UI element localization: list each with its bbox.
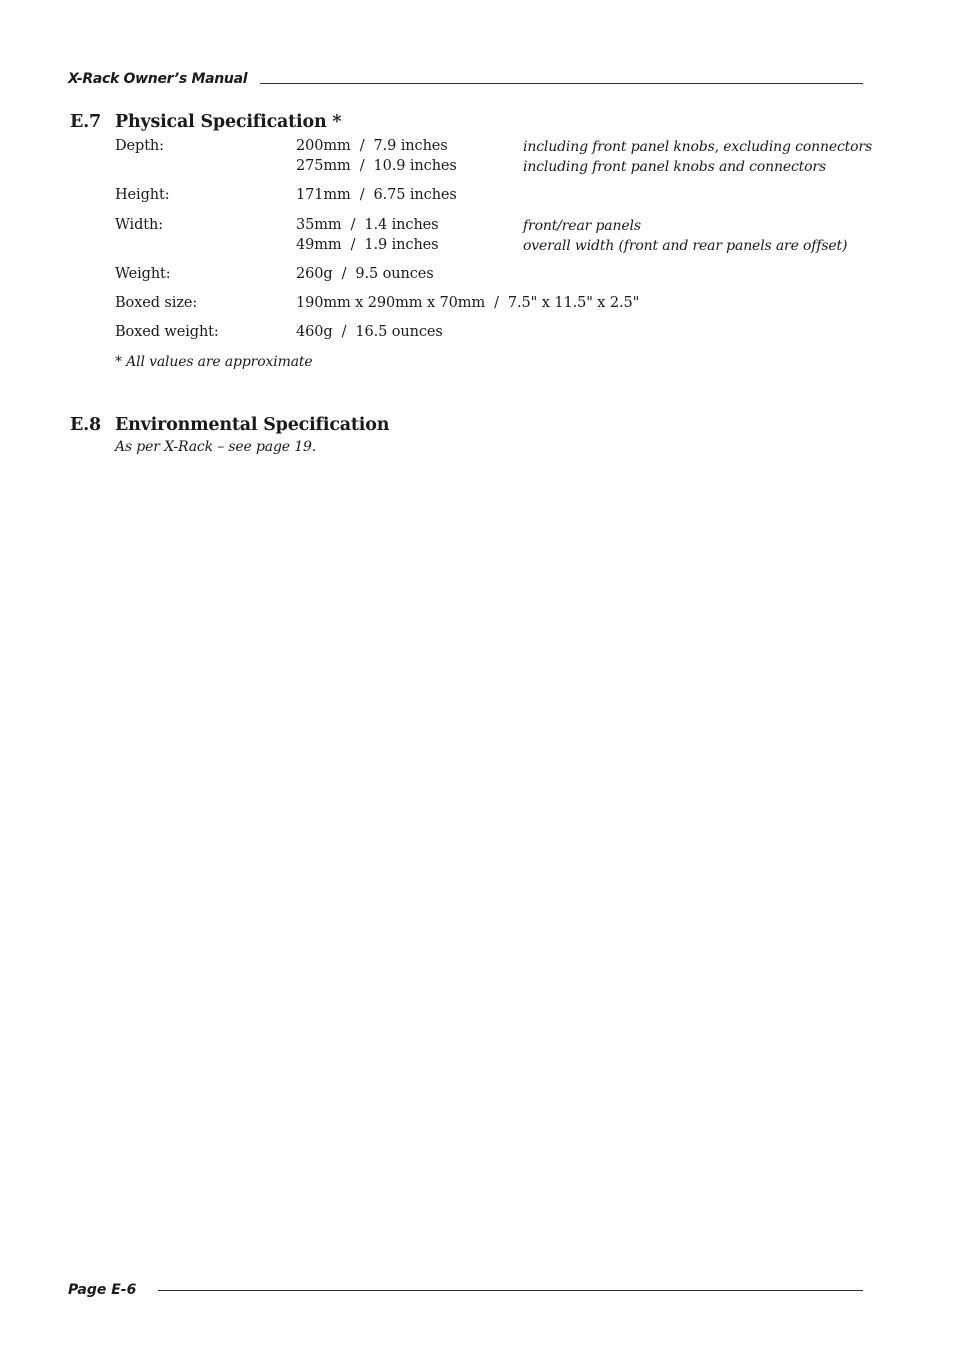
spec-value-boxed-weight: 460g / 16.5 ounces [296,324,443,340]
section-title-environmental-specification: Environmental Specification [115,415,390,435]
section-number-e8: E.8 [70,415,102,435]
spec-value-depth-2: 275mm / 10.9 inches [296,158,457,174]
footnote-approximate: * All values are approximate [115,354,313,370]
spec-label-depth: Depth: [115,138,164,154]
spec-label-boxed-size: Boxed size: [115,295,198,311]
spec-label-height: Height: [115,187,170,203]
spec-value-width-2: 49mm / 1.9 inches [296,237,439,253]
page-number: Page E-6 [68,1282,137,1298]
header-rule [260,83,863,84]
spec-value-weight: 260g / 9.5 ounces [296,266,434,282]
spec-note-depth-2: including front panel knobs and connectors [523,159,826,175]
environmental-spec-body: As per X-Rack – see page 19. [115,439,317,455]
running-header-title: X-Rack Owner’s Manual [68,71,248,87]
spec-note-width-1: front/rear panels [523,218,641,234]
spec-value-boxed-size: 190mm x 290mm x 70mm / 7.5" x 11.5" x 2.5" [296,295,640,311]
footer-rule [158,1290,863,1291]
section-title-physical-specification: Physical Specification * [115,112,342,132]
section-number-e7: E.7 [70,112,102,132]
spec-note-depth-1: including front panel knobs, excluding connectors [523,139,873,155]
spec-label-weight: Weight: [115,266,171,282]
spec-value-depth-1: 200mm / 7.9 inches [296,138,448,154]
spec-label-boxed-weight: Boxed weight: [115,324,219,340]
spec-value-height: 171mm / 6.75 inches [296,187,457,203]
spec-label-width: Width: [115,217,164,233]
spec-value-width-1: 35mm / 1.4 inches [296,217,439,233]
spec-note-width-2: overall width (front and rear panels are offset) [523,238,848,254]
